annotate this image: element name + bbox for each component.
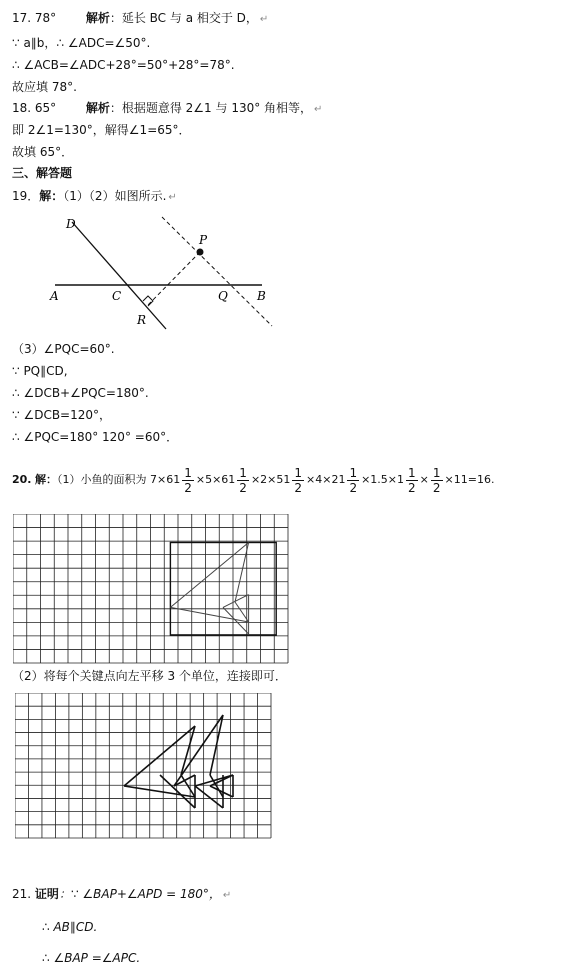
grid-lines <box>15 693 271 838</box>
q21-line2: ∴ AB∥CD. <box>42 920 98 934</box>
q19-line5: ∴ ∠DCB+∠PQC=180°. <box>12 386 149 400</box>
solution-keyword: 解： <box>39 189 64 203</box>
line-dc <box>72 222 166 329</box>
fraction-denominator: 2 <box>239 480 247 495</box>
q21-text: ：∵ ∠BAP+∠APD = 180°， <box>58 887 221 901</box>
fraction-denominator: 2 <box>294 480 303 495</box>
q20-number: 20. <box>12 473 32 486</box>
paragraph-mark-icon: ↵ <box>259 14 269 25</box>
fraction-numerator: 1 <box>349 465 358 480</box>
fraction-denominator: 2 <box>408 480 416 495</box>
q19-line1 <box>12 188 177 206</box>
fraction-denominator: 2 <box>184 480 192 495</box>
fraction-denominator: 2 <box>432 480 441 495</box>
label-b: B <box>257 289 266 303</box>
label-d: D <box>66 217 76 231</box>
q18-line2: 即 2∠1=130°，解得∠1=65°． <box>12 123 191 137</box>
label-c: C <box>112 289 122 303</box>
analysis-keyword: 解析 <box>85 11 110 25</box>
label-a: A <box>50 289 59 303</box>
q20-part2 <box>12 668 287 684</box>
q19-number: 19． <box>12 189 40 203</box>
q19-line6: ∵ ∠DCB=120°， <box>12 408 112 422</box>
q19-line4: ∵ PQ∥CD, <box>12 364 68 378</box>
fraction-numerator: 1 <box>408 465 416 480</box>
fraction-numerator: 1 <box>184 465 192 480</box>
fish-shapes-translated <box>124 715 233 808</box>
q17-line2: ∵ a∥b，∴ ∠ADC=∠50°. <box>12 36 151 50</box>
fraction-half <box>347 466 359 495</box>
label-r: R <box>137 313 147 327</box>
q20-text-7: ×11=16. <box>444 473 495 486</box>
section-heading: 三、解答题 <box>12 166 73 180</box>
q17-line1 <box>12 10 268 28</box>
solution-keyword: 解： <box>35 473 57 486</box>
q18-answer: 18. 65° <box>12 101 57 115</box>
q18-text: ：根据题意得 2∠1 与 130° 角相等， <box>109 101 313 115</box>
line-pr-dashed <box>147 252 200 306</box>
fish-shape-1 <box>170 543 248 635</box>
paragraph-mark-icon: ↵ <box>168 192 177 203</box>
q19-text: （1）（2）如图所示. <box>63 189 167 203</box>
q21-number: 21. <box>12 887 32 901</box>
paragraph-mark-icon: ↵ <box>314 104 323 115</box>
q17-answer: 17. 78° <box>12 11 57 25</box>
q20-line1 <box>12 460 494 500</box>
q17-line3: ∴ ∠ACB=∠ADC+28°=50°+28°=78°. <box>12 58 235 72</box>
q20-text-3: ×2×51 <box>250 473 291 486</box>
q19-line7: ∴ ∠PQC=180° 120° =60°． <box>12 430 179 444</box>
fraction-numerator: 1 <box>239 465 247 480</box>
fraction-half <box>292 466 304 495</box>
q20-text-6: × <box>419 473 429 486</box>
q21-line1 <box>12 886 231 904</box>
q18-line1 <box>12 100 322 118</box>
grid-figure-1 <box>13 514 289 664</box>
point-p <box>197 249 204 256</box>
q17-text: ：延长 BC 与 a 相交于 D， <box>109 11 258 25</box>
q20-text-2: ×5×61 <box>195 473 236 486</box>
fraction-denominator: 2 <box>349 480 358 495</box>
fraction-half <box>237 466 249 495</box>
q18-line3: 故填 65°． <box>12 145 74 159</box>
proof-keyword: 证明 <box>34 887 59 901</box>
paragraph-mark-icon: ↵ <box>222 890 232 901</box>
fraction-half <box>406 466 418 495</box>
grid-figure-2 <box>15 693 272 839</box>
fraction-numerator: 1 <box>432 465 441 480</box>
q20-part2-text: （2）将每个关键点向左平移 3 个单位，连接即可． <box>12 669 287 683</box>
q17-line4: 故应填 78°. <box>12 80 77 94</box>
q19-line3: （3）∠PQC=60°. <box>12 342 115 356</box>
q20-text-1: （1）小鱼的面积为 7×61 <box>57 473 181 486</box>
q20-text-5: ×1.5×1 <box>361 473 405 486</box>
fraction-half <box>182 466 194 495</box>
analysis-keyword: 解析 <box>85 101 110 115</box>
fraction-numerator: 1 <box>294 465 303 480</box>
q21-line3: ∴ ∠BAP =∠APC. <box>42 951 141 965</box>
q19-geometry-figure <box>40 212 290 337</box>
line-pq-dashed <box>162 217 272 326</box>
q20-text-4: ×4×21 <box>306 473 346 486</box>
grid-lines <box>13 514 288 663</box>
label-p: P <box>199 233 208 247</box>
label-q: Q <box>218 289 228 303</box>
fraction-half <box>431 466 443 495</box>
